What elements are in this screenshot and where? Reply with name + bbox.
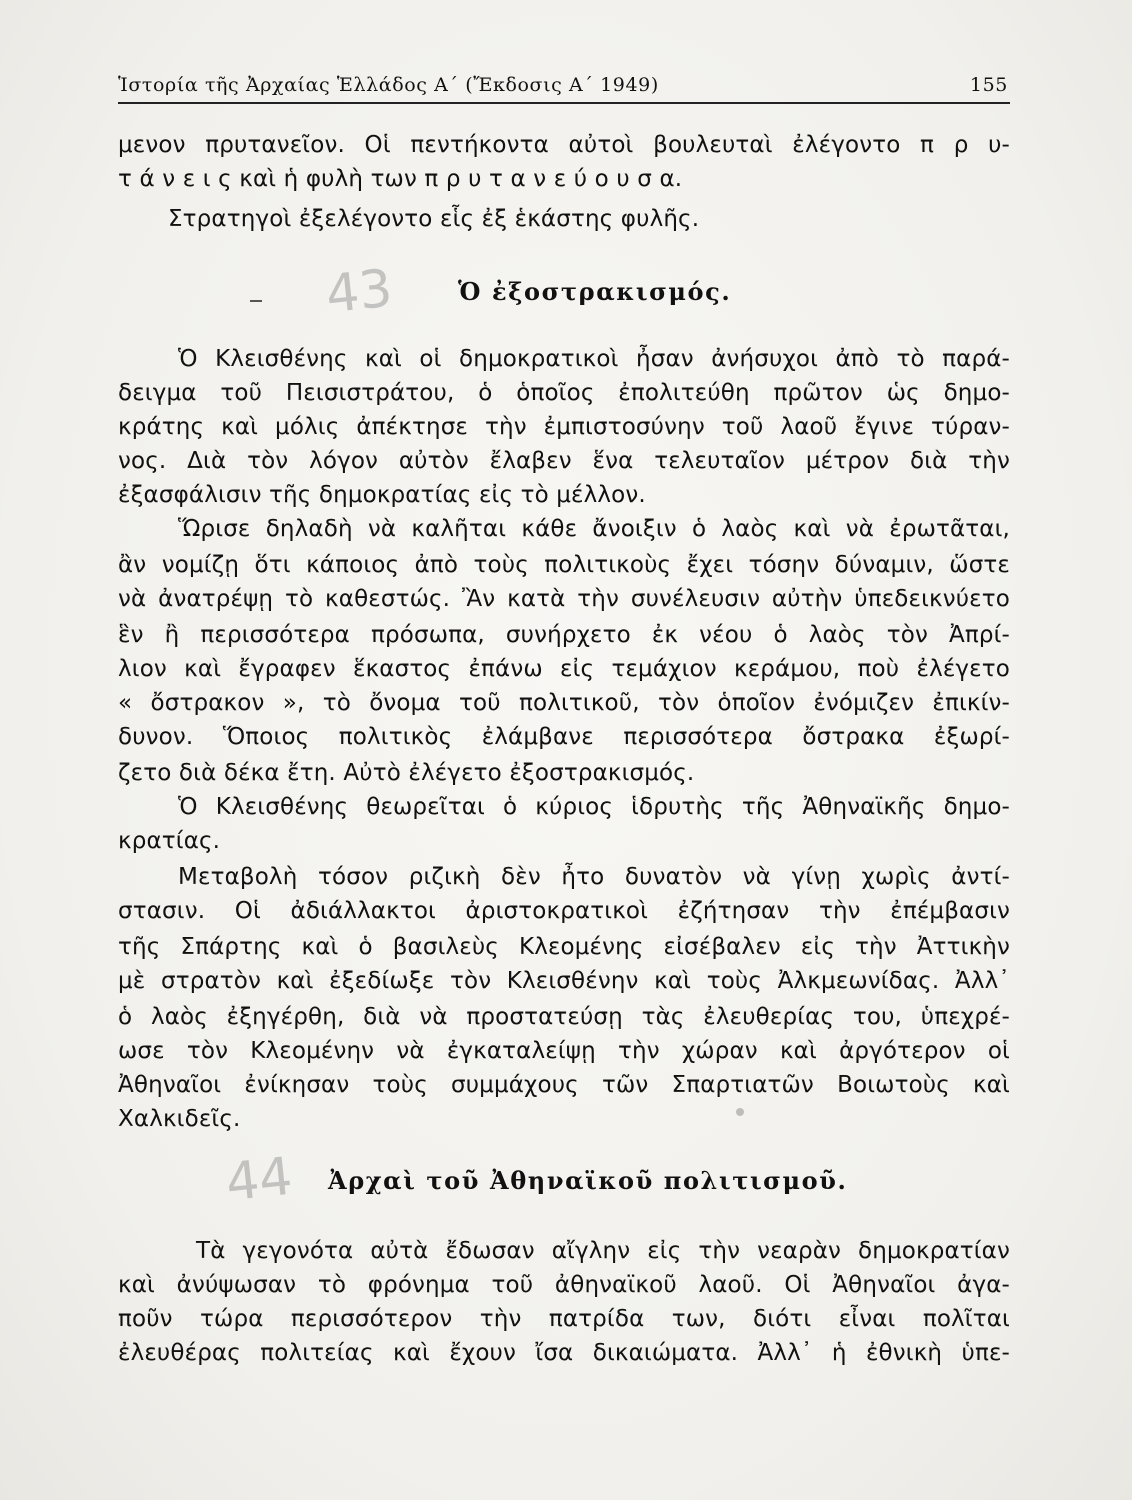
page-number: 155	[969, 74, 1008, 96]
text-line: ὁ λαὸς ἐξηγέρθη, διὰ νὰ προστατεύσῃ τὰς ἐλευθερίας του, ὑπεχρέ-	[118, 1004, 1010, 1030]
text-line: Ἀθηναῖοι ἐνίκησαν τοὺς συμμάχους τῶν Σπαρτιατῶν Βοιωτοὺς καὶ	[118, 1072, 1010, 1098]
pencil-annotation: 44	[223, 1146, 296, 1214]
text-line: « ὄστρακον », τὸ ὄνομα τοῦ πολιτικοῦ, τὸν ὁποῖον ἐνόμιζεν ἐπικίν-	[118, 690, 1010, 716]
text-line: Τὰ γεγονότα αὐτὰ ἔδωσαν αἴγλην εἰς τὴν νεαρὰν δημοκρατίαν	[196, 1238, 1010, 1264]
text-line: Ὁ Κλεισθένης θεωρεῖται ὁ κύριος ἱδρυτὴς τῆς Ἀθηναϊκῆς δημο-	[178, 794, 1010, 820]
text-line: δειγμα τοῦ Πεισιστράτου, ὁ ὁποῖος ἐπολιτεύθη πρῶτον ὡς δημο-	[118, 380, 1010, 406]
pencil-annotation: 43	[323, 258, 396, 326]
section-heading: Ὁ ἐξοστρακισμός.	[458, 277, 732, 306]
text-line: ζετο διὰ δέκα ἔτη. Αὐτὸ ἐλέγετο ἐξοστρακισμός.	[118, 760, 695, 786]
text-line: ἂν νομίζῃ ὅτι κάποιος ἀπὸ τοὺς πολιτικοὺς ἔχει τόσην δύναμιν, ὥστε	[118, 552, 1010, 578]
text-line: Ὁ Κλεισθένης καὶ οἱ δημοκρατικοὶ ἦσαν ἀνήσυχοι ἀπὸ τὸ παρά-	[178, 346, 1010, 372]
text-line: ωσε τὸν Κλεομένην νὰ ἐγκαταλείψῃ τὴν χώραν καὶ ἀργότερον οἱ	[118, 1038, 1010, 1064]
print-speck	[736, 1108, 744, 1116]
text-line: Χαλκιδεῖς.	[118, 1106, 241, 1132]
text-line: ἓν ἢ περισσότερα πρόσωπα, συνήρχετο ἐκ νέου ὁ λαὸς τὸν Ἀπρί-	[118, 622, 1010, 648]
text-line: ἐλευθέρας πολιτείας καὶ ἔχουν ἴσα δικαιώματα. Ἀλλ᾽ ἡ ἐθνικὴ ὑπε-	[118, 1340, 1010, 1366]
text-line: κράτης καὶ μόλις ἀπέκτησε τὴν ἐμπιστοσύνην τοῦ λαοῦ ἔγινε τύραν-	[118, 414, 1010, 440]
text-line: μὲ στρατὸν καὶ ἐξεδίωξε τὸν Κλεισθένην καὶ τοὺς Ἀλκμεωνίδας. Ἀλλ᾽	[118, 968, 1010, 994]
text-line: τ ά ν ε ι ς καὶ ἡ φυλὴ των π ρ υ τ α ν ε ύ ο υ σ α.	[118, 166, 683, 192]
text-line: στασιν. Οἱ ἀδιάλλακτοι ἀριστοκρατικοὶ ἐζήτησαν τὴν ἐπέμβασιν	[118, 898, 1010, 924]
text-line: νὰ ἀνατρέψῃ τὸ καθεστώς. Ἂν κατὰ τὴν συνέλευσιν αὐτὴν ὑπεδεικνύετο	[118, 586, 1010, 612]
text-line: ποῦν τώρα περισσότερον τὴν πατρίδα των, διότι εἶναι πολῖται	[118, 1306, 1010, 1332]
text-line: δυνον. Ὅποιος πολιτικὸς ἐλάμβανε περισσότερα ὄστρακα ἐξωρί-	[118, 724, 1010, 750]
text-line: λιον καὶ ἔγραφεν ἕκαστος ἐπάνω εἰς τεμάχιον κεράμου, ποὺ ἐλέγετο	[118, 656, 1010, 682]
header-title: Ἱστορία τῆς Ἀρχαίας Ἑλλάδος Α΄ (Ἔκδοσις Α΄ 1949)	[118, 74, 659, 96]
text-line: καὶ ἀνύψωσαν τὸ φρόνημα τοῦ ἀθηναϊκοῦ λαοῦ. Οἱ Ἀθηναῖοι ἀγα-	[118, 1272, 1010, 1298]
text-line: Μεταβολὴ τόσον ριζικὴ δὲν ἦτο δυνατὸν νὰ γίνῃ χωρὶς ἀντί-	[178, 864, 1010, 890]
text-line: τῆς Σπάρτης καὶ ὁ βασιλεὺς Κλεομένης εἰσέβαλεν εἰς τὴν Ἀττικὴν	[118, 934, 1010, 960]
text-line: κρατίας.	[118, 828, 221, 854]
pencil-dash	[250, 300, 262, 302]
text-line: Ὥρισε δηλαδὴ νὰ καλῆται κάθε ἄνοιξιν ὁ λαὸς καὶ νὰ ἐρωτᾶται,	[178, 516, 1010, 542]
text-line: μενον πρυτανεῖον. Οἱ πεντήκοντα αὐτοὶ βουλευταὶ ἐλέγοντο π ρ υ-	[118, 132, 1010, 158]
running-header	[118, 70, 1010, 104]
text-line: Στρατηγοὶ ἐξελέγοντο εἷς ἐξ ἑκάστης φυλῆς.	[168, 206, 700, 232]
text-line: νος. Διὰ τὸν λόγον αὐτὸν ἔλαβεν ἕνα τελευταῖον μέτρον διὰ τὴν	[118, 448, 1010, 474]
section-heading: Ἀρχαὶ τοῦ Ἀθηναϊκοῦ πολιτισμοῦ.	[328, 1166, 848, 1195]
text-line: ἐξασφάλισιν τῆς δημοκρατίας εἰς τὸ μέλλον.	[118, 482, 646, 508]
